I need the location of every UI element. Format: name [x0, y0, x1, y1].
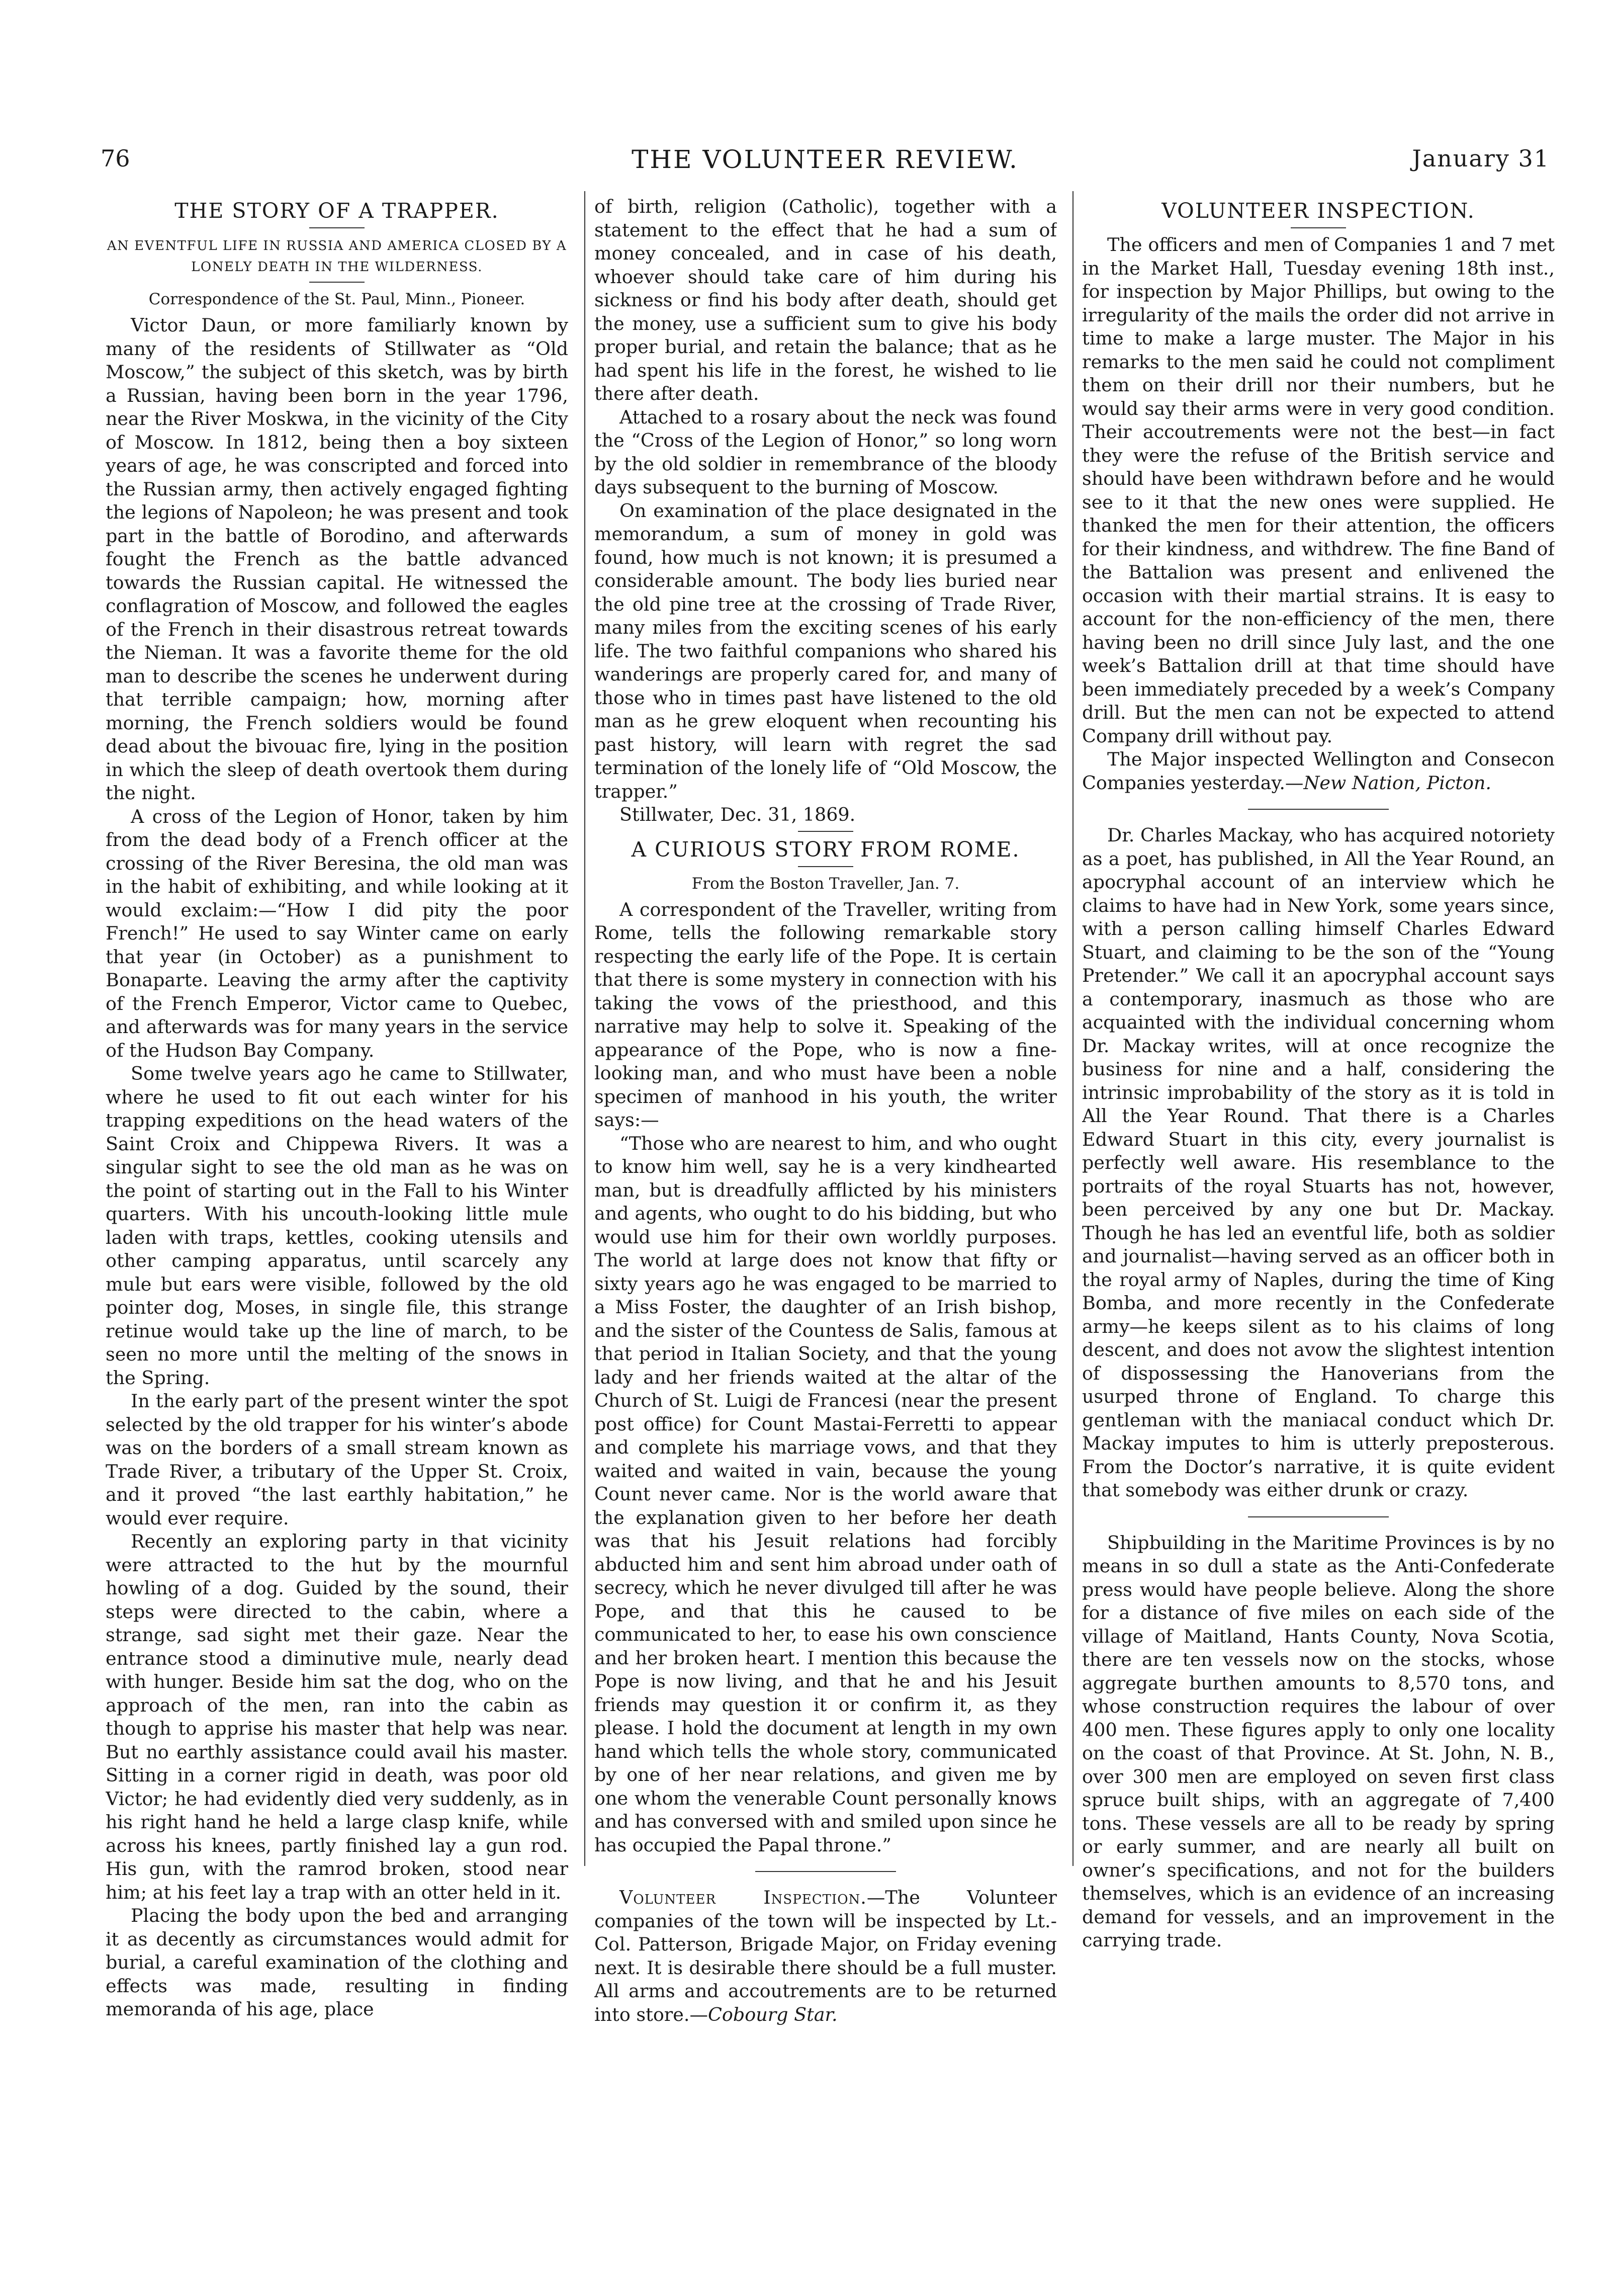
article-paragraph	[594, 1886, 1057, 2026]
column-rule	[1072, 191, 1074, 1866]
article-paragraph: Attached to a rosary about the neck was found the “Cross of the Legion of Honor,” so long worn by the old soldier in remembrance of the bloody days subsequent to the burning of Moscow.	[594, 406, 1057, 498]
column-1	[106, 195, 568, 2267]
column-rule	[584, 191, 585, 1866]
article-paragraph: Recently an exploring party in that vicinity were attracted to the hut by the mournful howling of a dog. Guided by the sound, their steps were directed to the cabin, where a strange, sad sight met their gaze. Near the entrance stood a diminutive mule, nearly dead with hunger. Beside him sat the dog, who on the approach of the men, ran into the cabin as though to apprise his master that help was near. But no earthly assistance could avail his master. Sitting in a corner rigid in death, was poor old Victor; he had evidently died very suddenly, as in his right hand he held a large clasp knife, while across his knees, partly finished lay a gun rod. His gun, with the ramrod broken, stood near him; at his feet lay a trap with an otter held in it.	[106, 1530, 568, 1903]
article-title: VOLUNTEER INSPECTION.	[1161, 199, 1475, 223]
subtitle-rule	[309, 282, 365, 283]
article-lead: Volunteer Inspection.	[619, 1887, 867, 1908]
article-paragraph: “Those who are nearest to him, and who ought to know him well, say he is a very kindhearted man, but is dreadfully afflicted by his ministers and agents, who ought to do his bidding, but who would use him for their own worldly purposes. The world at large does not know that fifty or sixty years ago he was engaged to be married to a Miss Foster, the daughter of an Irish bishop, and the sister of the Countess de Salis, famous at that period in Italian Society, and that the young lady and her friends waited at the altar of the Church of St. Luigi de Francesi (near the present post office) for Count Mastai-Ferretti to appear and complete his marriage vows, and that they waited and waited in vain, because the young Count never came. Nor is the world aware that the explanation given to her before her death was that his Jesuit relations had forcibly abducted him and sent him abroad under oath of secrecy, which he never divulged till after he was Pope, and that this he caused to be communicated to her, to ease his own conscience and her broken heart. I mention this because the Pope is now living, and that he and his Jesuit friends may question it or confirm it, as they please. I hold the document at length in my own hand which tells the whole story, communicated by one of her near relations, and given me by one whom the venerable Count personally knows and has conversed with and smiled upon since he has occupied the Papal throne.”	[594, 1132, 1057, 1856]
article-paragraph: Some twelve years ago he came to Stillwater, where he used to fit out each winter for his trapping expeditions on the head waters of the Saint Croix and Chippewa Rivers. It was a singular sight to see the old man as he was on the point of starting out in the Fall to his Winter quarters. With his uncouth-looking little mule laden with traps, kettles, cooking utensils and other camping apparatus, until scarcely any mule but ears were visible, followed by the old pointer dog, Moses, in single file, this strange retinue would take up the line of march, to be seen no more until the melting of the snows in the Spring.	[106, 1063, 568, 1389]
article-subtitle: AN EVENTFUL LIFE IN RUSSIA AND AMERICA CLOSED BY A LONELY DEATH IN THE WILDERNESS.	[107, 238, 567, 275]
article-credit: Correspondence of the St. Paul, Minn., Pioneer.	[148, 290, 525, 308]
article-text: The Major inspected Wellington and Consecon Companies yesterday.—	[1082, 748, 1555, 794]
article-paragraph: Placing the body upon the bed and arranging it as decently as circumstances would admit for burial, a careful examination of the clothing and effects was made, resulting in finding memoranda of his age, place	[106, 1905, 568, 2020]
section-rule	[798, 831, 853, 832]
article-paragraph: Victor Daun, or more familiarly known by many of the residents of Stillwater as “Old Moscow,” the subject of this sketch, was by birth a Russian, having been born in the year 1796, near the River Moskwa, in the vicinity of the City of Moscow. In 1812, being then a boy sixteen years of age, he was conscripted and forced into the Russian army, then actively engaged fighting the legions of Napoleon; he was present and took part in the battle of Borodino, and afterwards fought the French as the battle advanced towards the Russian capital. He witnessed the conflagration of Moscow, and followed the eagles of the French in their disastrous retreat towards the Nieman. It was a favorite theme for the old man to describe the scenes he underwent during that terrible campaign; how, morning after morning, the French soldiers would be found dead about the bivouac fire, lying in the position in which the sleep of death overtook them during the night.	[106, 314, 568, 804]
article-paragraph: Shipbuilding in the Maritime Provinces is by no means in so dull a state as the Anti-Confederate press would have people believe. Along the shore for a distance of five miles on each side of the village of Maitland, Hants County, Nova Scotia, there are ten vessels now on the stocks, whose aggregate burthen amounts to 8,570 tons, and whose construction requires the labour of over 400 men. These figures apply to only one locality on the coast of that Province. At St. John, N. B., over 300 men are employed on seven first class spruce built ships, with an aggregate of 7,400 tons. These vessels are all to be ready by spring or early summer, and are nearly all built on owner’s specifications, and not for the builders themselves, which is an evidence of an increasing demand for vessels, and an improvement in the carrying trade.	[1082, 1532, 1555, 1951]
title-rule	[309, 227, 365, 228]
page-header	[101, 145, 1550, 185]
article-paragraph: On examination of the place designated in the memorandum, a sum of money in gold was found, how much is not known; it is presumed a considerable amount. The body lies buried near the old pine tree at the crossing of Trade River, many miles from the exciting scenes of his early life. The two faithful companions who shared his wanderings are properly cared for, and many of those who in times past have listened to the old man as he grew eloquent when recounting his past history, will learn with regret the sad termination of the lonely life of “Old Moscow, the trapper.”	[594, 499, 1057, 802]
section-rule	[755, 1871, 896, 1872]
column-3	[1082, 195, 1555, 2267]
article-paragraph: A correspondent of the Traveller, writing from Rome, tells the following remarkable story respecting the early life of the Pope. It is certain that there is some mystery in connection with his taking the vows of the priesthood, and this narrative may help to solve it. Speaking of the appearance of the Pope, who is now a fine-looking man, and who must have been a noble specimen of manhood in his youth, the writer says:—	[594, 898, 1057, 1131]
section-rule	[1248, 809, 1389, 810]
column-2	[594, 195, 1057, 2267]
title-rule	[1291, 227, 1346, 228]
article-paragraph: Dr. Charles Mackay, who has acquired notoriety as a poet, has published, in All the Year Round, an apocryphal account of an interview which he claims to have had in New York, some years since, with a person calling himself Charles Edward Stuart, and claiming to be the son of the “Young Pretender.” We call it an apocryphal account says a contemporary, inasmuch as those who are acquainted with the individual concerning whom Dr. Mackay writes, will at once recognize the business for nine and a half, considering the intrinsic improbability of the story as it is told in All the Year Round. That there is a Charles Edward Stuart in this city, every journalist is perfectly well aware. His resemblance to the portraits of the royal Stuarts has not, however, been perceived by any one but Dr. Mackay. Though he has led an eventful life, both as soldier and journalist—having served as an officer both in the royal army of Naples, during the time of King Bomba, and more recently in the Confederate army—he keeps silent as to his claims of long descent, and does not avow the slightest intention of dispossessing the Hanoverians from the usurped throne of England. To charge this gentleman with the maniacal conduct which Dr. Mackay imputes to him is utterly preposterous. From the Doctor’s narrative, it is quite evident that somebody was either drunk or crazy.	[1082, 824, 1555, 1501]
article-title: A CURIOUS STORY FROM ROME.	[631, 837, 1020, 862]
article-credit: From the Boston Traveller, Jan. 7.	[691, 874, 960, 893]
article-title: THE STORY OF A TRAPPER.	[174, 199, 499, 223]
issue-date: January 31	[1412, 145, 1550, 172]
publication-title: THE VOLUNTEER REVIEW.	[632, 145, 1019, 174]
article-source: Cobourg Star.	[707, 2003, 838, 2025]
article-paragraph: of birth, religion (Catholic), together with a statement to the effect that he had a sum of money concealed, and in case of his death, whoever should take care of him during his sickness or find his body after death, should get the money, use a sufficient sum to give his body proper burial, and retain the balance; that as he had spent his life in the forest, he wished to lie there after death.	[594, 196, 1057, 404]
article-paragraph: In the early part of the present winter the spot selected by the old trapper for his winter’s abode was on the borders of a small stream known as Trade River, a tributary of the Upper St. Croix, and it proved “the last earthly habitation,” he would ever require.	[106, 1390, 568, 1529]
article-paragraph	[1082, 748, 1555, 795]
article-paragraph: A cross of the Legion of Honor, taken by him from the dead body of a French officer at the crossing of the River Beresina, the old man was in the habit of exhibiting, and while looking at it would exclaim:—“How I did pity the poor French!” He used to say Winter came on early that year (in October) as a punishment to Bonaparte. Leaving the army after the captivity of the French Emperor, Victor came to Quebec, and afterwards was for many years in the service of the Hudson Bay Company.	[106, 805, 568, 1061]
article-source: New Nation, Picton.	[1303, 772, 1491, 794]
article-signoff: Stillwater, Dec. 31, 1869.	[619, 804, 856, 825]
page-number: 76	[101, 145, 130, 172]
title-rule	[798, 866, 853, 867]
article-paragraph: The officers and men of Companies 1 and 7 met in the Market Hall, Tuesday evening 18th inst., for inspection by Major Phillips, but owing to the irregularity of the mails the order did not arrive in time to make a large muster. The Major in his remarks to the men said he could not compliment them on their drill nor their numbers, but he would say their arms were in very good condition. Their accoutrements were not the best—in fact they were the refuse of the British service and should have been withdrawn before and he would see to it that the new ones were supplied. He thanked the men for their attention, the officers for their kindness, and withdrew. The fine Band of the Battalion was present and enlivened the occasion with their martial strains. It is easy to account for the non-efficiency of the men, there having been no drill since July last, and the one week’s Battalion drill at that time should have been immediately preceded by a week’s Company drill. But the men can not be expected to attend Company drill without pay.	[1082, 234, 1555, 747]
article-text: —The Volunteer companies of the town will be inspected by Lt.-Col. Patterson, Brigade Major, on Friday evening next. It is desirable there should be a full muster. All arms and accoutrements are to be returned into store.—	[594, 1887, 1057, 2025]
section-rule	[1248, 1516, 1389, 1517]
